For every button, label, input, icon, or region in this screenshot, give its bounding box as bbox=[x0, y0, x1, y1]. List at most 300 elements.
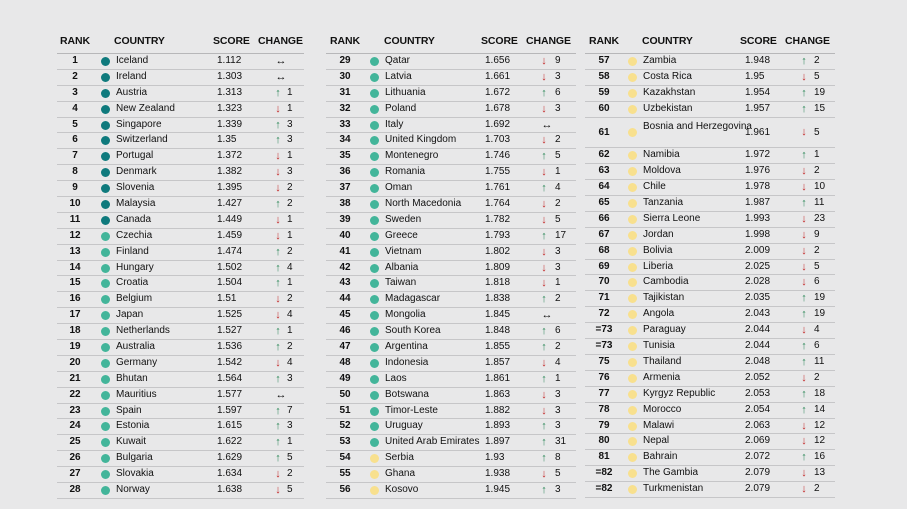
score-cell: 1.948 bbox=[745, 55, 771, 66]
score-cell: 1.972 bbox=[745, 149, 771, 161]
header-country: COUNTRY bbox=[384, 35, 435, 47]
rank-cell: 54 bbox=[339, 452, 351, 464]
score-cell: 1.746 bbox=[485, 150, 511, 162]
score-cell: 1.893 bbox=[485, 420, 511, 432]
score-cell: 1.672 bbox=[485, 86, 511, 98]
table-row bbox=[326, 388, 576, 404]
column-header-row bbox=[585, 31, 835, 54]
country-cell: Armenia bbox=[643, 371, 681, 383]
arrow-down-icon: ↓ bbox=[541, 388, 547, 401]
change-value: 2 bbox=[555, 134, 561, 146]
country-cell: Czechia bbox=[116, 229, 153, 241]
arrow-down-icon: ↓ bbox=[541, 468, 547, 481]
header-country: COUNTRY bbox=[114, 35, 165, 47]
change-value: 2 bbox=[287, 182, 293, 194]
country-cell: Tajikistan bbox=[643, 292, 685, 304]
arrow-left-right-icon: ↔ bbox=[275, 70, 287, 83]
country-cell: Sweden bbox=[385, 213, 422, 225]
arrow-down-icon: ↓ bbox=[541, 102, 547, 115]
score-cell: 2.079 bbox=[745, 483, 771, 495]
score-cell: 1.802 bbox=[485, 245, 511, 257]
table-row bbox=[585, 86, 835, 102]
table-row bbox=[57, 388, 304, 404]
header-rank: RANK bbox=[330, 35, 360, 47]
score-cell: 1.313 bbox=[217, 86, 243, 98]
tier-dot-icon bbox=[370, 184, 379, 193]
table-row bbox=[57, 340, 304, 356]
ranking-column-2 bbox=[326, 31, 576, 499]
table-row bbox=[585, 102, 835, 118]
rank-cell: 44 bbox=[339, 293, 351, 305]
rank-cell: 75 bbox=[598, 355, 610, 367]
table-row bbox=[585, 70, 835, 86]
score-cell: 1.303 bbox=[217, 70, 243, 82]
tier-dot-icon bbox=[101, 152, 110, 161]
change-value: 5 bbox=[555, 468, 561, 480]
table-row bbox=[326, 467, 576, 483]
score-cell: 1.993 bbox=[745, 212, 771, 224]
tier-dot-icon bbox=[628, 89, 637, 98]
score-cell: 1.93 bbox=[485, 452, 505, 464]
score-cell: 1.661 bbox=[485, 70, 511, 82]
arrow-up-icon: ↑ bbox=[275, 134, 281, 147]
tier-dot-icon bbox=[628, 183, 637, 192]
tier-dot-icon bbox=[101, 438, 110, 447]
score-cell: 1.764 bbox=[485, 198, 511, 210]
table-row bbox=[57, 197, 304, 213]
arrow-down-icon: ↓ bbox=[801, 467, 807, 480]
tier-dot-icon bbox=[628, 73, 637, 82]
rank-cell: 70 bbox=[598, 276, 610, 288]
change-value: 2 bbox=[287, 341, 293, 353]
change-value: 19 bbox=[814, 86, 826, 98]
table-row bbox=[585, 180, 835, 196]
arrow-down-icon: ↓ bbox=[275, 309, 281, 322]
score-cell: 1.998 bbox=[745, 228, 771, 240]
header-change: CHANGE bbox=[785, 35, 830, 47]
arrow-down-icon: ↓ bbox=[801, 212, 807, 225]
country-cell: The Gambia bbox=[643, 467, 699, 479]
table-row bbox=[585, 419, 835, 435]
country-cell: Montenegro bbox=[385, 150, 439, 162]
country-cell: Taiwan bbox=[385, 277, 417, 289]
arrow-down-icon: ↓ bbox=[801, 324, 807, 337]
change-value: 1 bbox=[814, 149, 820, 161]
arrow-down-icon: ↓ bbox=[801, 228, 807, 241]
score-cell: 2.072 bbox=[745, 451, 771, 463]
table-row bbox=[57, 245, 304, 261]
change-value: 1 bbox=[287, 277, 293, 289]
tier-dot-icon bbox=[628, 358, 637, 367]
score-cell: 1.577 bbox=[217, 388, 243, 400]
rank-cell: 22 bbox=[69, 388, 81, 400]
country-cell: Kazakhstan bbox=[643, 86, 696, 98]
rank-cell: 46 bbox=[339, 325, 351, 337]
rank-cell: 65 bbox=[598, 197, 610, 209]
arrow-up-icon: ↑ bbox=[275, 404, 281, 417]
score-cell: 1.395 bbox=[217, 182, 243, 194]
country-cell: Lithuania bbox=[385, 86, 426, 98]
score-cell: 2.079 bbox=[745, 467, 771, 479]
arrow-down-icon: ↓ bbox=[541, 198, 547, 211]
tier-dot-icon bbox=[628, 278, 637, 287]
country-cell: Kosovo bbox=[385, 484, 419, 496]
table-row bbox=[585, 244, 835, 260]
score-cell: 1.459 bbox=[217, 229, 243, 241]
arrow-up-icon: ↑ bbox=[275, 341, 281, 354]
rank-cell: 5 bbox=[72, 118, 78, 130]
tier-dot-icon bbox=[370, 57, 379, 66]
rank-cell: 66 bbox=[598, 212, 610, 224]
table-row bbox=[585, 450, 835, 466]
tier-dot-icon bbox=[101, 470, 110, 479]
score-cell: 1.703 bbox=[485, 134, 511, 146]
arrow-up-icon: ↑ bbox=[275, 261, 281, 274]
header-score: SCORE bbox=[481, 35, 518, 47]
rank-cell: 76 bbox=[598, 371, 610, 383]
change-value: 17 bbox=[555, 229, 567, 241]
country-cell: Romania bbox=[385, 166, 426, 178]
tier-dot-icon bbox=[101, 279, 110, 288]
rank-cell: 21 bbox=[69, 372, 81, 384]
country-cell: Zambia bbox=[643, 55, 677, 66]
score-cell: 1.323 bbox=[217, 102, 243, 114]
rank-cell: 78 bbox=[598, 403, 610, 415]
tier-dot-icon bbox=[370, 422, 379, 431]
table-row bbox=[326, 245, 576, 261]
tier-dot-icon bbox=[370, 295, 379, 304]
country-cell: Costa Rica bbox=[643, 70, 692, 82]
score-cell: 1.504 bbox=[217, 277, 243, 289]
tier-dot-icon bbox=[628, 128, 637, 137]
arrow-up-icon: ↑ bbox=[801, 102, 807, 115]
change-value: 6 bbox=[814, 340, 820, 352]
score-cell: 1.882 bbox=[485, 404, 511, 416]
tier-dot-icon bbox=[628, 167, 637, 176]
score-cell: 2.009 bbox=[745, 244, 771, 256]
table-row bbox=[585, 118, 835, 149]
table-row bbox=[57, 149, 304, 165]
table-row bbox=[326, 133, 576, 149]
table-row bbox=[57, 308, 304, 324]
country-cell: Canada bbox=[116, 213, 152, 225]
arrow-down-icon: ↓ bbox=[275, 102, 281, 115]
country-cell: Angola bbox=[643, 308, 675, 320]
score-cell: 1.597 bbox=[217, 404, 243, 416]
arrow-up-icon: ↑ bbox=[541, 325, 547, 338]
tier-dot-icon bbox=[370, 375, 379, 384]
table-row bbox=[326, 308, 576, 324]
change-value: 5 bbox=[555, 213, 561, 225]
country-cell: Slovakia bbox=[116, 468, 154, 480]
table-row bbox=[326, 404, 576, 420]
tier-dot-icon bbox=[370, 407, 379, 416]
tier-dot-icon bbox=[101, 391, 110, 400]
score-cell: 1.861 bbox=[485, 372, 511, 384]
score-cell: 1.629 bbox=[217, 452, 243, 464]
arrow-down-icon: ↓ bbox=[275, 213, 281, 226]
rank-cell: 23 bbox=[69, 404, 81, 416]
arrow-up-icon: ↑ bbox=[275, 277, 281, 290]
table-row bbox=[326, 483, 576, 499]
score-cell: 1.656 bbox=[485, 55, 511, 66]
rank-cell: =73 bbox=[595, 324, 613, 336]
country-cell: Kuwait bbox=[116, 436, 147, 448]
country-cell: Malaysia bbox=[116, 198, 156, 210]
tier-dot-icon bbox=[101, 136, 110, 145]
tier-dot-icon bbox=[101, 343, 110, 352]
tier-dot-icon bbox=[628, 231, 637, 240]
column-header-row bbox=[57, 31, 304, 54]
table-row bbox=[326, 340, 576, 356]
rank-cell: 1 bbox=[72, 55, 78, 66]
table-row bbox=[585, 434, 835, 450]
table-row bbox=[585, 371, 835, 387]
change-value: 2 bbox=[555, 293, 561, 305]
arrow-up-icon: ↑ bbox=[801, 55, 807, 67]
country-cell: Norway bbox=[116, 484, 150, 496]
tier-dot-icon bbox=[370, 311, 379, 320]
score-cell: 1.838 bbox=[485, 293, 511, 305]
country-cell: New Zealand bbox=[116, 102, 175, 114]
table-row bbox=[585, 482, 835, 498]
table-row bbox=[326, 118, 576, 134]
table-row bbox=[57, 324, 304, 340]
arrow-down-icon: ↓ bbox=[275, 484, 281, 497]
arrow-down-icon: ↓ bbox=[541, 166, 547, 179]
country-cell: Paraguay bbox=[643, 324, 686, 336]
table-row bbox=[57, 404, 304, 420]
change-value: 1 bbox=[555, 277, 561, 289]
country-cell: Iceland bbox=[116, 55, 149, 66]
change-value: 9 bbox=[555, 55, 561, 66]
country-cell: Nepal bbox=[643, 435, 670, 447]
arrow-down-icon: ↓ bbox=[541, 55, 547, 67]
rank-cell: 47 bbox=[339, 341, 351, 353]
rank-cell: 61 bbox=[598, 126, 610, 138]
score-cell: 1.622 bbox=[217, 436, 243, 448]
arrow-down-icon: ↓ bbox=[801, 483, 807, 496]
tier-dot-icon bbox=[370, 232, 379, 241]
rank-cell: 32 bbox=[339, 102, 351, 114]
change-value: 1 bbox=[555, 372, 561, 384]
tier-dot-icon bbox=[101, 311, 110, 320]
score-cell: 1.978 bbox=[745, 181, 771, 193]
arrow-left-right-icon: ↔ bbox=[275, 55, 287, 67]
score-cell: 1.95 bbox=[745, 70, 765, 82]
tier-dot-icon bbox=[370, 73, 379, 82]
change-value: 3 bbox=[287, 166, 293, 178]
table-row bbox=[585, 164, 835, 180]
score-cell: 1.782 bbox=[485, 213, 511, 225]
table-row bbox=[57, 356, 304, 372]
rank-cell: =82 bbox=[595, 467, 613, 479]
score-cell: 1.449 bbox=[217, 213, 243, 225]
table-row bbox=[57, 435, 304, 451]
arrow-up-icon: ↑ bbox=[801, 355, 807, 368]
change-value: 19 bbox=[814, 292, 826, 304]
tier-dot-icon bbox=[101, 73, 110, 82]
table-row bbox=[326, 435, 576, 451]
change-value: 1 bbox=[287, 150, 293, 162]
arrow-up-icon: ↑ bbox=[275, 86, 281, 99]
tier-dot-icon bbox=[101, 121, 110, 130]
table-row bbox=[326, 86, 576, 102]
table-row bbox=[585, 275, 835, 291]
change-value: 4 bbox=[814, 324, 820, 336]
arrow-up-icon: ↑ bbox=[541, 341, 547, 354]
country-cell: Indonesia bbox=[385, 356, 429, 368]
arrow-left-right-icon: ↔ bbox=[541, 309, 553, 322]
rank-cell: 36 bbox=[339, 166, 351, 178]
rank-cell: 17 bbox=[69, 309, 81, 321]
country-cell: Estonia bbox=[116, 420, 150, 432]
tier-dot-icon bbox=[370, 168, 379, 177]
rank-cell: 34 bbox=[339, 134, 351, 146]
country-cell: Bosnia and Herzegovina bbox=[643, 121, 752, 133]
table-row bbox=[326, 149, 576, 165]
score-cell: 2.044 bbox=[745, 324, 771, 336]
tier-dot-icon bbox=[101, 375, 110, 384]
arrow-down-icon: ↓ bbox=[801, 260, 807, 273]
arrow-down-icon: ↓ bbox=[801, 125, 807, 138]
tier-dot-icon bbox=[628, 105, 637, 114]
table-row bbox=[326, 276, 576, 292]
change-value: 3 bbox=[287, 420, 293, 432]
rank-cell: 39 bbox=[339, 213, 351, 225]
table-row bbox=[326, 451, 576, 467]
tier-dot-icon bbox=[370, 216, 379, 225]
country-cell: Mauritius bbox=[116, 388, 157, 400]
tier-dot-icon bbox=[101, 327, 110, 336]
tier-dot-icon bbox=[370, 454, 379, 463]
table-row bbox=[585, 355, 835, 371]
change-value: 5 bbox=[287, 484, 293, 496]
tier-dot-icon bbox=[101, 454, 110, 463]
rank-cell: 59 bbox=[598, 86, 610, 98]
change-value: 3 bbox=[555, 484, 561, 496]
score-cell: 2.054 bbox=[745, 403, 771, 415]
country-cell: Spain bbox=[116, 404, 142, 416]
rank-cell: 68 bbox=[598, 244, 610, 256]
arrow-down-icon: ↓ bbox=[275, 150, 281, 163]
change-value: 3 bbox=[555, 388, 561, 400]
country-cell: Slovenia bbox=[116, 182, 155, 194]
tier-dot-icon bbox=[628, 263, 637, 272]
score-cell: 2.052 bbox=[745, 371, 771, 383]
tier-dot-icon bbox=[101, 232, 110, 241]
rank-cell: 41 bbox=[339, 245, 351, 257]
change-value: 6 bbox=[555, 325, 561, 337]
rank-cell: 69 bbox=[598, 260, 610, 272]
country-cell: Poland bbox=[385, 102, 417, 114]
score-cell: 1.112 bbox=[217, 55, 242, 66]
rank-cell: 37 bbox=[339, 182, 351, 194]
table-row bbox=[326, 70, 576, 86]
change-value: 2 bbox=[287, 293, 293, 305]
rank-cell: 13 bbox=[69, 245, 81, 257]
arrow-down-icon: ↓ bbox=[275, 356, 281, 369]
score-cell: 1.945 bbox=[485, 484, 511, 496]
table-row bbox=[326, 229, 576, 245]
score-cell: 1.976 bbox=[745, 165, 771, 177]
arrow-down-icon: ↓ bbox=[275, 293, 281, 306]
tier-dot-icon bbox=[101, 422, 110, 431]
change-value: 3 bbox=[555, 261, 561, 273]
country-cell: Jordan bbox=[643, 228, 674, 240]
rank-cell: 71 bbox=[598, 292, 610, 304]
arrow-up-icon: ↑ bbox=[801, 308, 807, 321]
score-cell: 1.957 bbox=[745, 102, 771, 114]
rank-cell: 42 bbox=[339, 261, 351, 273]
arrow-up-icon: ↑ bbox=[541, 86, 547, 99]
arrow-up-icon: ↑ bbox=[275, 420, 281, 433]
change-value: 9 bbox=[814, 228, 820, 240]
country-cell: Austria bbox=[116, 86, 148, 98]
score-cell: 1.938 bbox=[485, 468, 511, 480]
country-cell: Australia bbox=[116, 341, 155, 353]
change-value: 2 bbox=[814, 55, 820, 66]
arrow-up-icon: ↑ bbox=[541, 293, 547, 306]
score-cell: 1.848 bbox=[485, 325, 511, 337]
tier-dot-icon bbox=[101, 200, 110, 209]
rank-cell: 16 bbox=[69, 293, 81, 305]
rank-cell: 52 bbox=[339, 420, 351, 432]
table-row bbox=[326, 261, 576, 277]
tier-dot-icon bbox=[628, 422, 637, 431]
rank-cell: 2 bbox=[72, 70, 78, 82]
table-row bbox=[57, 276, 304, 292]
table-row bbox=[57, 102, 304, 118]
rank-cell: 64 bbox=[598, 181, 610, 193]
table-row bbox=[57, 292, 304, 308]
tier-dot-icon bbox=[628, 485, 637, 494]
change-value: 12 bbox=[814, 419, 826, 431]
rank-cell: 45 bbox=[339, 309, 351, 321]
change-value: 8 bbox=[555, 452, 561, 464]
score-cell: 1.857 bbox=[485, 356, 511, 368]
score-cell: 1.855 bbox=[485, 341, 511, 353]
rank-cell: 51 bbox=[339, 404, 351, 416]
country-cell: Uruguay bbox=[385, 420, 423, 432]
rank-cell: 50 bbox=[339, 388, 351, 400]
tier-dot-icon bbox=[628, 469, 637, 478]
change-value: 2 bbox=[287, 468, 293, 480]
table-row bbox=[326, 419, 576, 435]
ranking-column-1 bbox=[57, 31, 304, 499]
country-cell: Botswana bbox=[385, 388, 429, 400]
rank-cell: 48 bbox=[339, 356, 351, 368]
table-row bbox=[57, 165, 304, 181]
tier-dot-icon bbox=[101, 168, 110, 177]
tier-dot-icon bbox=[370, 89, 379, 98]
arrow-down-icon: ↓ bbox=[541, 277, 547, 290]
table-row bbox=[326, 372, 576, 388]
arrow-down-icon: ↓ bbox=[801, 165, 807, 178]
score-cell: 1.678 bbox=[485, 102, 511, 114]
header-score: SCORE bbox=[213, 35, 250, 47]
country-cell: Serbia bbox=[385, 452, 414, 464]
arrow-up-icon: ↑ bbox=[541, 420, 547, 433]
change-value: 3 bbox=[555, 245, 561, 257]
table-row bbox=[585, 387, 835, 403]
rank-cell: 79 bbox=[598, 419, 610, 431]
score-cell: 1.536 bbox=[217, 341, 243, 353]
country-cell: Bolivia bbox=[643, 244, 673, 256]
change-value: 3 bbox=[555, 420, 561, 432]
score-cell: 1.692 bbox=[485, 118, 511, 130]
table-row bbox=[57, 419, 304, 435]
